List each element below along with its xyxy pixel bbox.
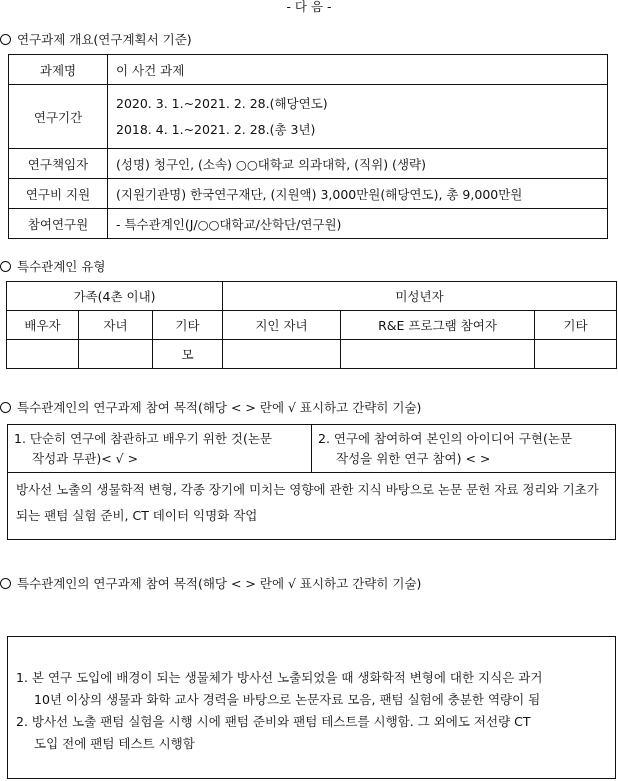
period-line-2: 2018. 4. 1.~2021. 2. 28.(총 3년) [116,121,316,137]
table-row [9,179,608,209]
circle-bullet-icon [0,402,11,413]
circle-bullet-icon [0,261,11,272]
item1-line2: 10년 이상의 생물과 화학 교사 경력을 바탕으로 논문자료 모음, 팬텀 실험에 충분한 역량이 됨 [34,692,541,707]
item1-line1: 1. 본 연구 도입에 배경이 되는 생물체가 방사선 노출되었을 때 생화학적 변형에 대한 지식은 과거 [16,670,543,685]
relation-type-table [6,281,617,369]
circle-bullet-icon [0,34,11,45]
col-other-family: 기타 [153,311,223,340]
table-row [9,209,608,239]
fund-label: 연구비 지원 [9,179,108,209]
group-family: 가족(4촌 이내) [7,282,223,311]
name-value: 이 사건 과제 [108,55,608,85]
value-other-family: 모 [153,340,223,369]
purpose-detail-box [7,636,616,779]
table-row [9,149,608,179]
circle-bullet-icon [0,578,11,589]
table-row [7,282,617,311]
period-label: 연구기간 [9,85,108,149]
col-acquaintance-child: 지인 자녀 [223,311,341,340]
value-re-participant [341,340,535,369]
purpose-description: 방사선 노출의 생물학적 변형, 각종 장기에 미치는 영향에 관한 지식 바탕으로 논문 문헌 자료 정리와 기초가 되는 팬텀 실험 준비, CT 데이터 익명화 작업 [16,482,599,523]
col-re-participant: R&E 프로그램 참여자 [341,311,535,340]
section2-title: 특수관계인 유형 [17,259,106,274]
value-other-minor [535,340,617,369]
members-value: - 특수관계인(J/○○대학교/산학단/연구원) [108,209,608,239]
section2-heading [0,257,106,275]
period-line-1: 2020. 3. 1.~2021. 2. 28.(해당연도) [116,95,328,111]
col-child: 자녀 [79,311,153,340]
table-row [9,85,608,149]
section3-heading [0,398,421,416]
period-value [108,85,608,149]
value-spouse [7,340,79,369]
project-overview-table [8,54,608,239]
members-label: 참여연구원 [9,209,108,239]
item2-line2: 도입 전에 팬텀 테스트 시행함 [34,736,195,751]
name-label: 과제명 [9,55,108,85]
value-acquaintance-child [223,340,341,369]
pi-label: 연구책임자 [9,149,108,179]
option2-line1: 2. 연구에 참여하여 본인의 아이디어 구현(논문 [318,431,573,446]
purpose-option-1 [8,425,311,472]
option2-line2: 작성을 위한 연구 참여) < > [336,451,491,466]
col-spouse: 배우자 [7,311,79,340]
pi-value: (성명) 청구인, (소속) ○○대학교 의과대학, (직위) (생략) [108,149,608,179]
table-row [7,340,617,369]
purpose-options-row [8,425,615,473]
table-row [9,55,608,85]
fund-value: (지원기관명) 한국연구재단, (지원액) 3,000만원(해당연도), 총 9,000만원 [108,179,608,209]
option1-line2: 작성과 무관)< √ > [32,451,139,466]
col-other-minor: 기타 [535,311,617,340]
table-row [7,311,617,340]
participation-purpose-box [7,424,616,540]
section4-title: 특수관계인의 연구과제 참여 목적(해당 < > 란에 √ 표시하고 간략히 기술) [17,576,422,591]
value-child [79,340,153,369]
document-header: - 다 음 - [286,0,332,14]
group-minor: 미성년자 [223,282,617,311]
section4-heading [0,574,421,592]
section1-title: 연구과제 개요(연구계획서 기준) [17,32,192,47]
option1-line1: 1. 단순히 연구에 참관하고 배우기 위한 것(논문 [14,431,272,446]
section1-heading [0,30,192,48]
section3-title: 특수관계인의 연구과제 참여 목적(해당 < > 란에 √ 표시하고 간략히 기술) [17,400,422,415]
purpose-option-2 [311,425,615,472]
item2-line1: 2. 방사선 노출 팬텀 실험을 시행 시에 팬텀 준비와 팬텀 테스트를 시행함. 그 외에도 저선량 CT [16,714,531,729]
